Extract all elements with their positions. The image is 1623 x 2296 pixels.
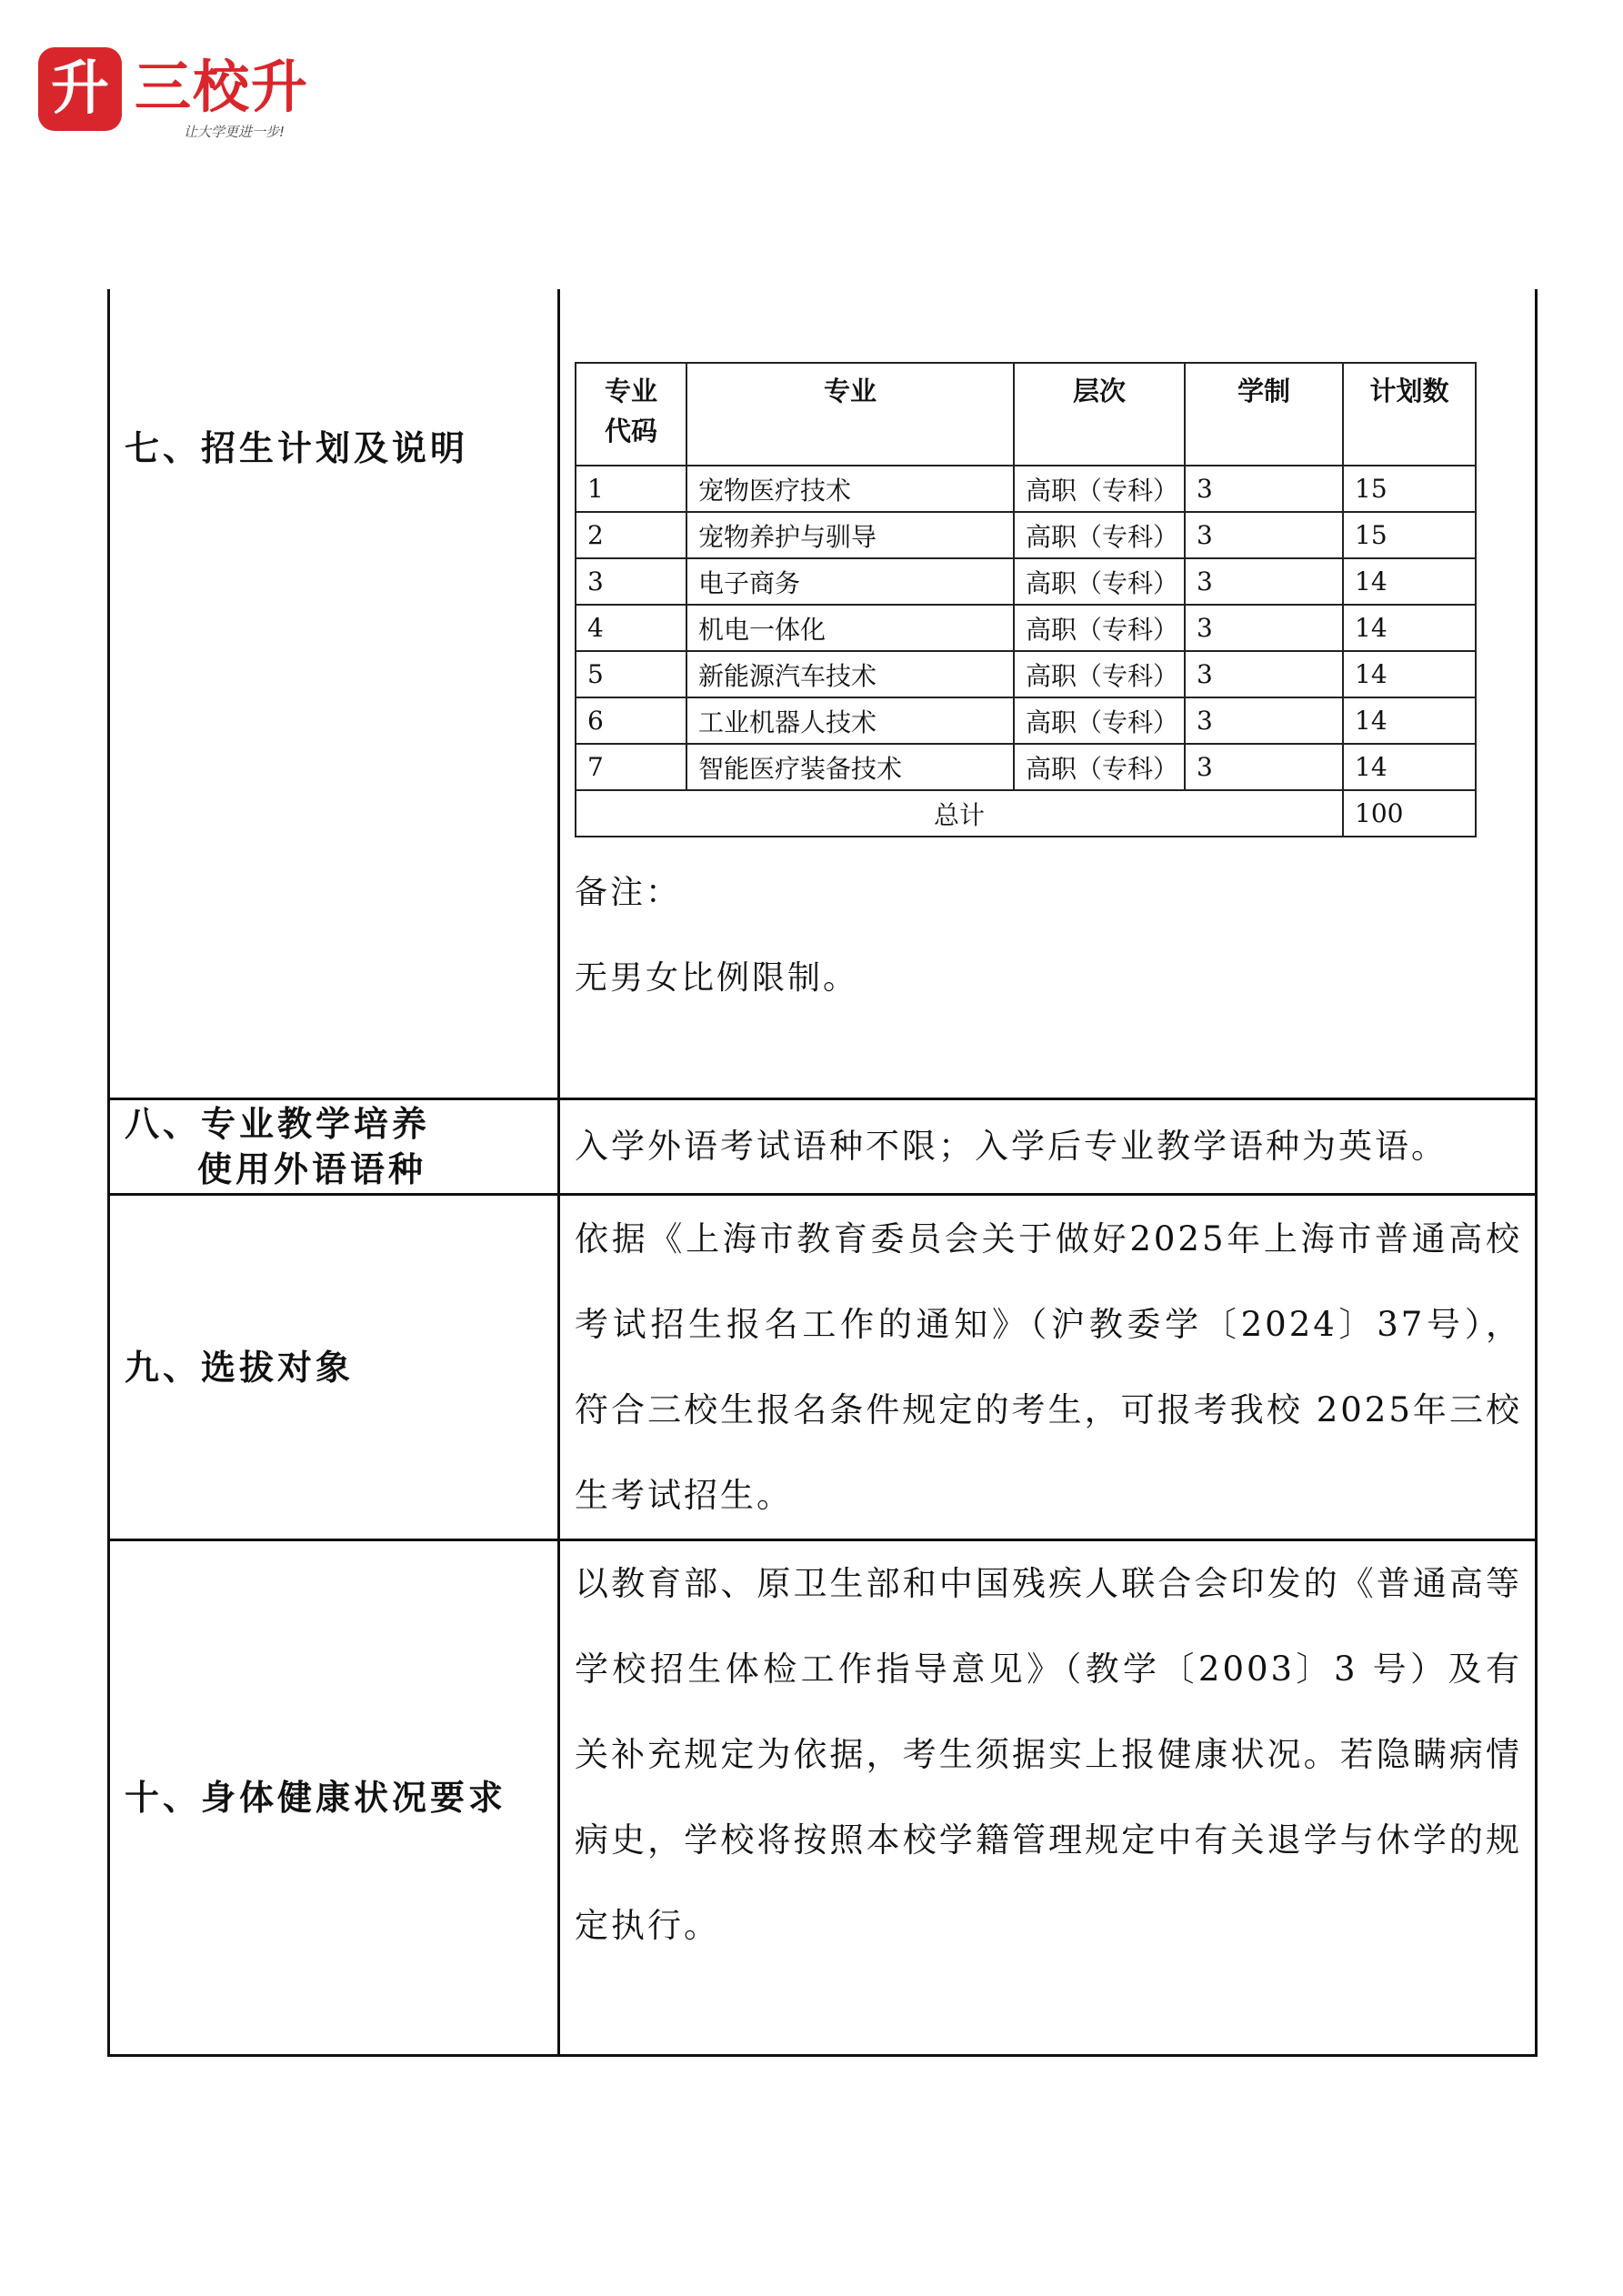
section-8-content: [559, 1099, 1537, 1195]
header-duration: 学制: [1185, 363, 1343, 466]
cell-level: 高职（专科）: [1014, 697, 1185, 744]
cell-duration: 3: [1185, 466, 1343, 512]
cell-quota: 15: [1343, 512, 1476, 558]
section-7-label: 七、招生计划及说明: [109, 289, 559, 1099]
section-8-text: 入学外语考试语种不限；入学后专业教学语种为英语。: [575, 1127, 1448, 1166]
section-row-10: [109, 1540, 1537, 2056]
section-9-text: 依据《上海市教育委员会关于做好2025年上海市普通高校考试招生报名工作的通知》（沪教委学〔2024〕37号），符合三校生报名条件规定的考生，可报考我校 2025年三校生考试招生。: [575, 1218, 1522, 1515]
plan-table-header: [576, 363, 1476, 466]
section-7-content: [559, 289, 1537, 1099]
note-text: 无男女比例限制。: [575, 959, 859, 997]
header-major: 专业: [686, 363, 1014, 466]
cell-code: 2: [576, 512, 686, 558]
header-level: 层次: [1014, 363, 1185, 466]
cell-duration: 3: [1185, 651, 1343, 697]
cell-major: 智能医疗装备技术: [686, 744, 1014, 790]
total-row: [576, 790, 1476, 837]
cell-major: 电子商务: [686, 558, 1014, 605]
section-9-label: 九、选拔对象: [109, 1195, 559, 1540]
section-row-8: [109, 1099, 1537, 1195]
note-title: 备注：: [575, 874, 682, 911]
cell-major: 宠物养护与驯导: [686, 512, 1014, 558]
note-block: [575, 837, 1480, 1098]
table-row: [576, 605, 1476, 651]
cell-level: 高职（专科）: [1014, 466, 1185, 512]
cell-level: 高职（专科）: [1014, 512, 1185, 558]
cell-duration: 3: [1185, 605, 1343, 651]
total-value: 100: [1343, 790, 1476, 837]
logo-badge: 升: [38, 47, 122, 131]
section-row-7: [109, 289, 1537, 1099]
cell-code: 6: [576, 697, 686, 744]
table-row: [576, 651, 1476, 697]
section-row-9: [109, 1195, 1537, 1540]
section-9-content: [559, 1195, 1537, 1540]
table-row: [576, 558, 1476, 605]
cell-major: 机电一体化: [686, 605, 1014, 651]
cell-level: 高职（专科）: [1014, 651, 1185, 697]
cell-duration: 3: [1185, 697, 1343, 744]
header-code: 专业代码: [576, 363, 686, 466]
cell-major: 工业机器人技术: [686, 697, 1014, 744]
table-row: [576, 697, 1476, 744]
cell-quota: 14: [1343, 605, 1476, 651]
section-10-text: 以教育部、原卫生部和中国残疾人联合会印发的《普通高等学校招生体检工作指导意见》（教学〔2003〕3 号）及有关补充规定为依据，考生须据实上报健康状况。若隐瞒病情病史，学校将按照本校学籍管理规定中有关退学与休学的规定执行。: [575, 1564, 1522, 1945]
table-row: [576, 744, 1476, 790]
cell-duration: 3: [1185, 558, 1343, 605]
brand-logo: [38, 47, 329, 147]
section-10-content: [559, 1540, 1537, 2056]
cell-quota: 14: [1343, 744, 1476, 790]
table-row: [576, 466, 1476, 512]
cell-code: 4: [576, 605, 686, 651]
section-8-label: [109, 1099, 559, 1195]
cell-code: 1: [576, 466, 686, 512]
section-8-label-line2: 使用外语语种: [197, 1149, 427, 1189]
cell-quota: 14: [1343, 558, 1476, 605]
section-8-label-line1: 八、专业教学培养: [125, 1104, 431, 1144]
cell-code: 7: [576, 744, 686, 790]
section-10-label: 十、身体健康状况要求: [109, 1540, 559, 2056]
cell-code: 3: [576, 558, 686, 605]
cell-major: 宠物医疗技术: [686, 466, 1014, 512]
enrollment-plan-table: [575, 362, 1477, 837]
table-row: [576, 512, 1476, 558]
cell-level: 高职（专科）: [1014, 744, 1185, 790]
total-label: 总计: [576, 790, 1343, 837]
cell-duration: 3: [1185, 512, 1343, 558]
cell-major: 新能源汽车技术: [686, 651, 1014, 697]
cell-level: 高职（专科）: [1014, 605, 1185, 651]
cell-code: 5: [576, 651, 686, 697]
cell-level: 高职（专科）: [1014, 558, 1185, 605]
cell-quota: 14: [1343, 697, 1476, 744]
admission-info-table: [107, 289, 1538, 2057]
cell-quota: 14: [1343, 651, 1476, 697]
cell-quota: 15: [1343, 466, 1476, 512]
logo-name: 三校升: [135, 54, 310, 120]
cell-duration: 3: [1185, 744, 1343, 790]
header-quota: 计划数: [1343, 363, 1476, 466]
logo-slogan: 让大学更进一步!: [184, 124, 286, 140]
